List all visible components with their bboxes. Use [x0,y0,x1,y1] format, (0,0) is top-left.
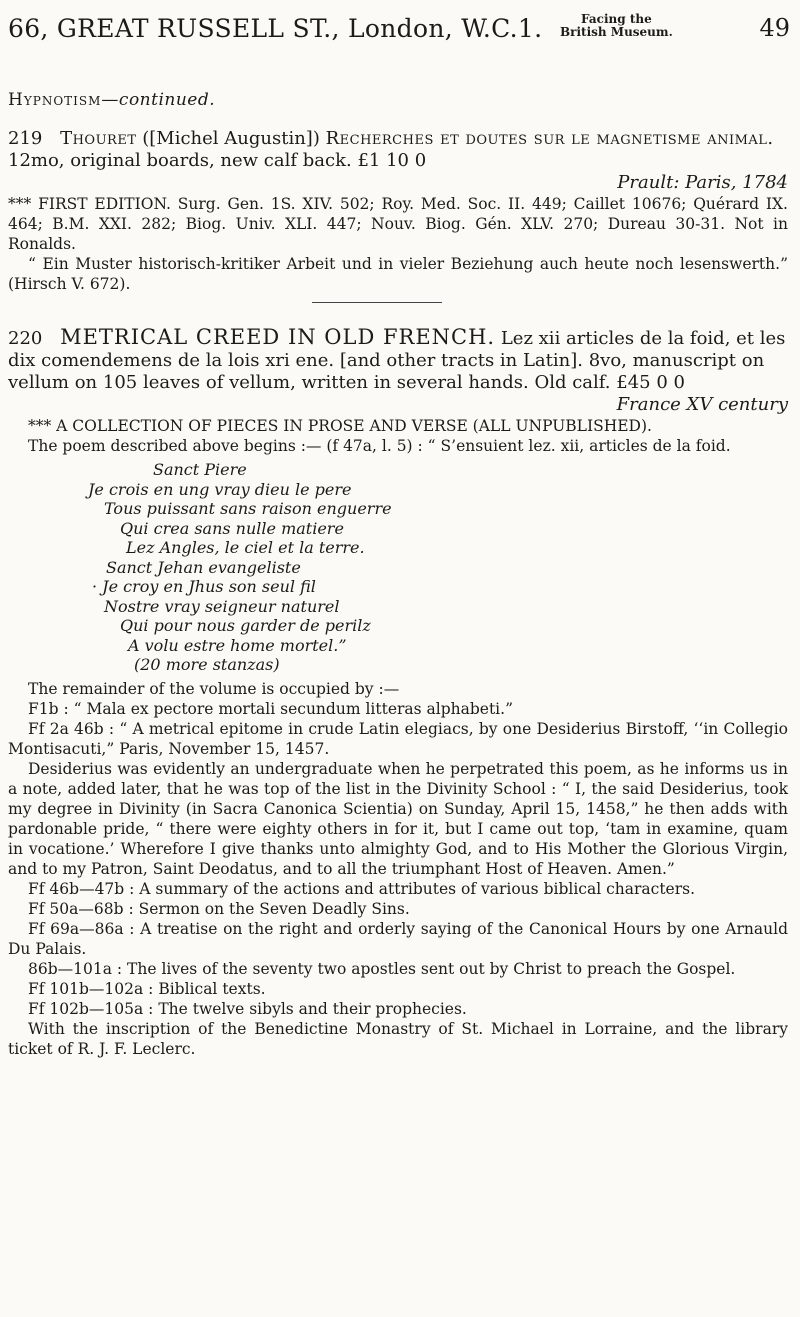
entry-number: 219 [8,128,43,149]
entry-219 [8,128,788,294]
entry-note-bibliography: *** FIRST EDITION. Surg. Gen. 1S. XIV. 502; Roy. Med. Soc. II. 449; Caillet 10676; Quérard IX. 464; B.M. XXI. 282; Biog. Univ. XLI. 447; Nouv. Biog. Gén. XLV. 270; Dureau 30-31. Not in Ronalds. [8,195,788,253]
contents-paragraph: With the inscription of the Benedictine Monastry of St. Michael in Lorraine, and the library ticket of R. J. F. Leclerc. [8,1019,788,1058]
poem-intro: The poem described above begins :— (f 47a, l. 5) : “ S’ensuient lez. xii, articles de la foid. [28,437,731,455]
poem-line: Tous puissant sans raison enguerre [104,499,392,518]
entry-origin: France XV century [616,394,788,415]
running-head [8,90,215,110]
facing-note [560,13,673,39]
contents-paragraph: Ff 101b—102a : Biblical texts. [28,979,266,998]
publisher-address: 66, GREAT RUSSELL ST., London, W.C.1. [8,14,543,43]
contents-paragraph: Ff 46b—47b : A summary of the actions and attributes of various biblical characters. [28,879,696,898]
running-head-word: Hypnotism [8,90,102,110]
poem-line: Qui crea sans nulle matiere [120,518,344,538]
poem-line: A volu estre home mortel.” [128,635,347,655]
contents-paragraph: Ff 50a—68b : Sermon on the Seven Deadly Sins. [28,899,410,918]
poem-line: Nostre vray seigneur naturel [104,596,340,616]
poem-line: · Je croy en Jhus son seul fil [92,577,316,596]
entry-220 [8,326,788,1059]
facing-line-1: Facing the [581,12,652,26]
section-divider [312,302,442,303]
entry-title-rest: Lez xii articles de la foid, et les dix comendemens de la lois xri ene. [and other tracts in Latin]. 8vo, manuscript on vellum on 105 leaves of vellum, written in several hands. Old calf. [8,328,786,393]
entry-220-heading [8,326,788,394]
entry-imprint: Prault: Paris, 1784 [617,172,788,193]
entry-price: £1 10 0 [357,150,427,171]
poem-excerpt [8,460,788,675]
entry-title: METRICAL CREED IN OLD FRENCH. [60,325,496,349]
entry-title: Recherches et doutes sur le magnetisme animal. [325,128,774,149]
entry-description: 12mo, original boards, new calf back. [8,150,352,171]
poem-heading: Sanct Piere [153,460,247,479]
entry-author: Thouret [60,128,137,149]
contents-paragraph: The remainder of the volume is occupied by :— [28,679,400,698]
entry-note-quote: “ Ein Muster historisch-kritiker Arbeit und in vieler Beziehung auch heute noch lesenswerth.” (Hirsch V. 672). [8,255,788,293]
entry-price: £45 0 0 [616,372,685,393]
poem-line: Lez Angles, le ciel et la terre. [126,538,365,557]
entry-number: 220 [8,328,43,349]
entry-219-heading [8,128,788,172]
collection-note: *** A COLLECTION OF PIECES IN PROSE AND VERSE (ALL UNPUBLISHED). [28,417,652,435]
contents-paragraph: 86b—101a : The lives of the seventy two apostles sent out by Christ to preach the Gospel. [28,959,736,978]
poem-heading: Sanct Jehan evangeliste [106,557,301,577]
contents-paragraph: Desiderius was evidently an undergraduate when he perpetrated this poem, as he informs us in a note, added later, that he was top of the list in the Divinity School : “ I, the said Desiderius, took my degree in Divinity (in Sacra Canonica Scientia) on Sunday, April 15, 1458,” he then adds with pardonable pride, “ there were eighty others in for it, but I came out top, ‘tam in examine, quam in vocatione.’ Wherefore I give thanks unto almighty God, and to His Mother the Glorious Virgin, and to my Patron, Saint Deodatus, and to all the triumphant Host of Heaven. Amen.” [8,759,788,878]
poem-note: (20 more stanzas) [134,655,280,674]
contents-paragraph: Ff 69a—86a : A treatise on the right and orderly saying of the Canonical Hours by one Arnauld Du Palais. [8,919,788,958]
contents-paragraph: Ff 102b—105a : The twelve sibyls and their prophecies. [28,999,467,1018]
page-number: 49 [759,14,790,42]
running-head-continued: —continued. [101,90,216,110]
poem-line: Qui pour nous garder de perilz [120,616,371,635]
page-header [8,14,790,54]
contents-paragraph: Ff 2a 46b : “ A metrical epitome in crude Latin elegiacs, by one Desiderius Birstoff, ‘‘in Collegio Montisacuti,” Paris, November 15, 1457. [8,719,788,758]
contents-paragraph: F1b : “ Mala ex pectore mortali secundum litteras alphabeti.” [28,699,513,718]
poem-line: Je crois en ung vray dieu le pere [88,479,352,499]
entry-author-detail: ([Michel Augustin]) [142,128,320,149]
facing-line-2: British Museum. [560,25,673,39]
